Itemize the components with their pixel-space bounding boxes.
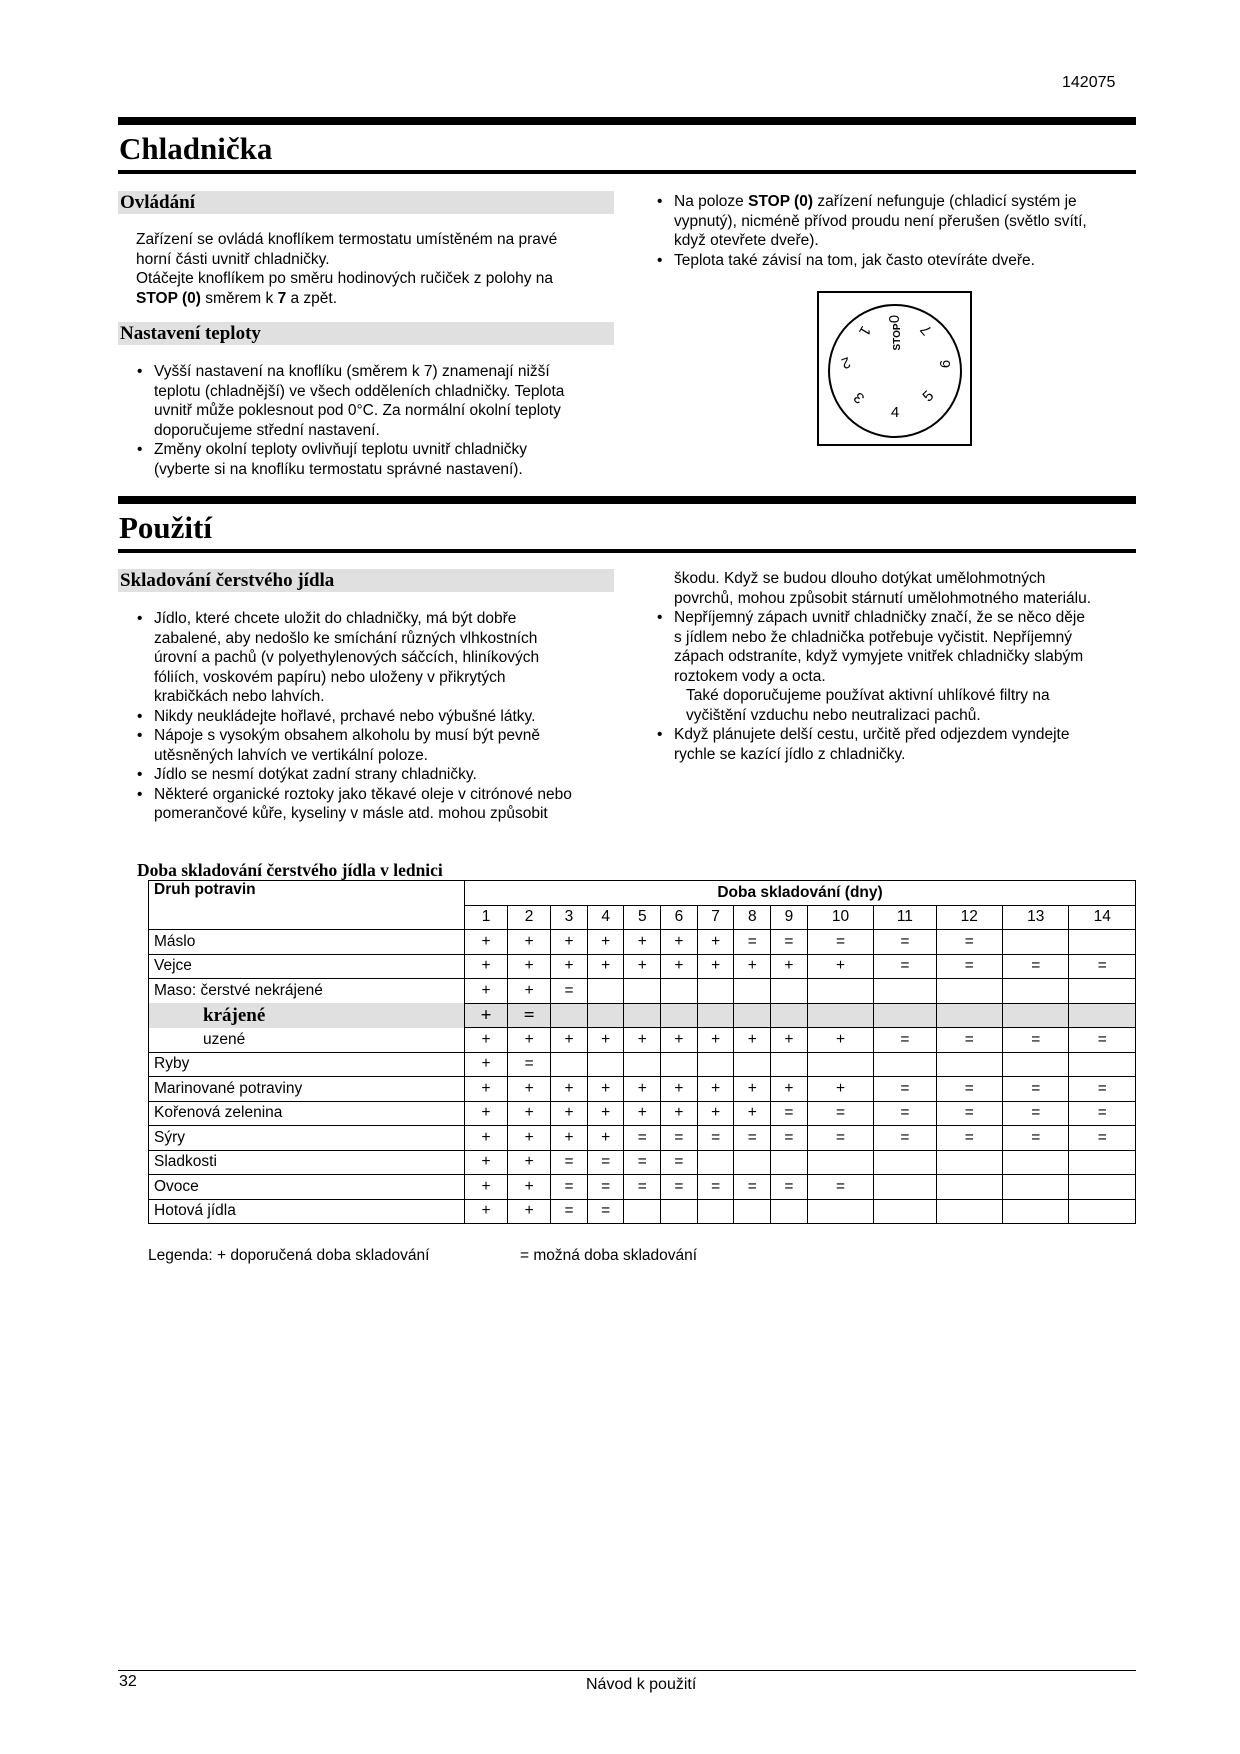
table-cell	[1069, 1052, 1136, 1077]
table-cell	[661, 1003, 698, 1028]
text-line: Otáčejte knoflíkem po směru hodinových ručiček z polohy na	[136, 270, 553, 287]
table-cell: +	[551, 1077, 588, 1102]
page-number: 32	[119, 1673, 137, 1690]
table-cell: +	[771, 954, 808, 979]
continued-text	[656, 569, 1136, 608]
text-line: škodu. Když se budou dlouho dotýkat umělohmotných	[674, 570, 1046, 587]
table-cell: +	[624, 1077, 661, 1102]
table-cell	[807, 1052, 873, 1077]
table-cell: +	[807, 1028, 873, 1053]
text-line	[674, 192, 1136, 212]
dial-number-1: 1	[855, 322, 875, 339]
table-cell: =	[1069, 1028, 1136, 1053]
list-item	[136, 440, 614, 479]
table-cell: =	[624, 1126, 661, 1151]
text-line: utěsněných lahvích ve vertikální poloze.	[154, 746, 428, 764]
table-cell: +	[508, 1028, 551, 1053]
table-cell	[587, 1052, 624, 1077]
row-label: Ovoce	[149, 1175, 465, 1200]
day-header-cell: 11	[874, 905, 936, 930]
table-cell: =	[874, 954, 936, 979]
text-line: s jídlem nebo že chladnička potřebuje vyčistit. Nepříjemný	[674, 628, 1073, 646]
table-cell: =	[807, 1175, 873, 1200]
day-header-cell: 2	[508, 905, 551, 930]
table-cell: =	[771, 1175, 808, 1200]
text-line: fóliích, voskovém papíru) nebo uloženy v přikrytých	[154, 668, 506, 686]
table-cell: +	[551, 954, 588, 979]
table-cell: +	[734, 954, 771, 979]
table-cell	[624, 1199, 661, 1224]
table-cell: =	[587, 1175, 624, 1200]
row-label: Marinované potraviny	[149, 1077, 465, 1102]
table-cell: +	[697, 930, 734, 955]
table-cell: +	[551, 1101, 588, 1126]
table-cell	[874, 1199, 936, 1224]
footer-rule	[118, 1670, 1136, 1671]
table-cell: =	[697, 1175, 734, 1200]
table-cell: =	[508, 1052, 551, 1077]
list-item	[656, 725, 1136, 764]
day-header-cell: 5	[624, 905, 661, 930]
table-cell: +	[587, 1126, 624, 1151]
table-row	[149, 1101, 1136, 1126]
list-item	[136, 785, 614, 824]
text-line: rychle se kazící jídlo z chladničky.	[674, 745, 906, 763]
table-cell: +	[587, 930, 624, 955]
table-cell: +	[587, 1028, 624, 1053]
table-cell	[874, 1175, 936, 1200]
table-cell: +	[661, 1101, 698, 1126]
table-cell: +	[624, 1101, 661, 1126]
day-header-cell: 14	[1069, 905, 1136, 930]
storage-table-body	[149, 881, 1136, 1224]
table-cell: =	[624, 1150, 661, 1175]
pouziti-right-list	[656, 608, 1136, 764]
table-row	[149, 930, 1136, 955]
table-cell: +	[661, 954, 698, 979]
list-item	[136, 726, 614, 765]
row-label: Vejce	[149, 954, 465, 979]
text-line: roztokem vody a octa.	[674, 667, 826, 685]
table-cell: =	[936, 1028, 1002, 1053]
table-cell: =	[661, 1150, 698, 1175]
subheading-nastaveni-teploty: Nastavení teploty	[118, 322, 614, 345]
table-title: Doba skladování čerstvého jídla v lednici	[137, 860, 443, 880]
table-cell: =	[1002, 954, 1068, 979]
table-cell	[874, 1150, 936, 1175]
table-cell: +	[624, 1028, 661, 1053]
table-cell: =	[771, 930, 808, 955]
row-label: Sýry	[149, 1126, 465, 1151]
table-cell: +	[465, 979, 508, 1004]
table-cell: +	[587, 1077, 624, 1102]
row-label: Ryby	[149, 1052, 465, 1077]
table-cell: +	[587, 954, 624, 979]
text-line: zabalené, aby nedošlo ke smíchání různých vlhkostních	[154, 629, 538, 647]
table-cell: +	[807, 1077, 873, 1102]
section-rule-bottom	[118, 549, 1136, 553]
table-cell: =	[1069, 1101, 1136, 1126]
table-cell	[587, 979, 624, 1004]
text-line: • Když plánujete delší cestu, určitě před odjezdem vyndejte	[674, 726, 1070, 743]
dial-number-5: 5	[919, 387, 938, 406]
table-cell: +	[661, 930, 698, 955]
text-line: (vyberte si na knoflíku termostatu správné nastavení).	[154, 460, 523, 478]
table-cell	[1002, 1003, 1068, 1028]
table-cell: =	[1002, 1077, 1068, 1102]
row-label: Kořenová zelenina	[149, 1101, 465, 1126]
table-cell	[697, 1052, 734, 1077]
section-title-chladnicka: Chladnička	[119, 131, 273, 166]
table-cell	[807, 1150, 873, 1175]
table-cell: =	[874, 1077, 936, 1102]
table-cell: =	[661, 1175, 698, 1200]
day-header-cell: 9	[771, 905, 808, 930]
table-cell	[771, 1199, 808, 1224]
table-cell: =	[1002, 1126, 1068, 1151]
table-row	[149, 954, 1136, 979]
table-cell: +	[624, 930, 661, 955]
section-rule-top	[118, 117, 1136, 125]
table-cell	[874, 979, 936, 1004]
day-header-cell: 12	[936, 905, 1002, 930]
table-cell: =	[936, 954, 1002, 979]
table-cell: =	[1069, 1126, 1136, 1151]
chladnicka-right-list	[656, 192, 1136, 270]
text-line: teplotu (chladnější) ve všech odděleních chladničky. Teplota	[154, 382, 565, 400]
subheading-ovladani: Ovládání	[118, 191, 614, 214]
table-cell: +	[508, 1199, 551, 1224]
ovladani-text	[136, 230, 614, 308]
dial-number-4: 4	[890, 404, 900, 421]
table-cell: =	[1069, 1077, 1136, 1102]
table-cell: +	[465, 1028, 508, 1053]
table-cell	[1002, 1052, 1068, 1077]
table-cell: =	[697, 1126, 734, 1151]
table-cell: +	[734, 1028, 771, 1053]
table-cell: +	[465, 930, 508, 955]
table-cell	[1002, 979, 1068, 1004]
table-cell	[697, 1199, 734, 1224]
table-cell: =	[807, 1126, 873, 1151]
list-item	[136, 362, 614, 440]
table-row	[149, 1077, 1136, 1102]
dial-number-3: 3	[850, 388, 868, 407]
list-item	[136, 707, 614, 727]
storage-table	[148, 880, 1136, 1224]
table-cell	[734, 1003, 771, 1028]
table-cell	[1069, 930, 1136, 955]
table-cell	[697, 1150, 734, 1175]
table-cell	[1069, 1199, 1136, 1224]
table-cell: =	[551, 1199, 588, 1224]
legend-equal: = možná doba skladování	[520, 1247, 698, 1264]
text-line: úrovní a pachů (v polyethylenových sáčcích, hliníkových	[154, 649, 540, 666]
table-cell: =	[587, 1150, 624, 1175]
table-cell: =	[734, 1126, 771, 1151]
table-cell	[624, 1052, 661, 1077]
row-label: krájené	[149, 1003, 465, 1028]
text-line: povrchů, mohou způsobit stárnutí umělohmotného materiálu.	[674, 589, 1092, 607]
text-line: • Změny okolní teploty ovlivňují teplotu uvnitř chladničky	[154, 441, 528, 458]
text-span: směrem k	[200, 289, 278, 307]
document-number: 142075	[1062, 74, 1116, 91]
table-cell	[771, 979, 808, 1004]
table-cell: +	[508, 1126, 551, 1151]
day-header-cell: 4	[587, 905, 624, 930]
table-cell: +	[465, 954, 508, 979]
table-cell: +	[508, 1077, 551, 1102]
day-header-cell: 7	[697, 905, 734, 930]
table-row	[149, 1003, 1136, 1028]
nastaveni-list	[136, 362, 614, 479]
table-cell	[697, 979, 734, 1004]
day-header-cell: 13	[1002, 905, 1068, 930]
table-cell: =	[587, 1199, 624, 1224]
text-line: když otevřete dveře).	[674, 232, 819, 249]
skladovani-list	[136, 609, 614, 824]
table-cell	[1002, 1150, 1068, 1175]
table-cell: +	[508, 979, 551, 1004]
text-span: Na poloze	[674, 193, 749, 210]
table-cell: =	[661, 1126, 698, 1151]
table-cell: =	[1002, 1101, 1068, 1126]
table-cell: =	[734, 930, 771, 955]
table-cell	[936, 1003, 1002, 1028]
table-cell: =	[936, 1101, 1002, 1126]
table-cell: +	[771, 1028, 808, 1053]
text-line: vypnutý), nicméně přívod proudu není přerušen (světlo svítí,	[674, 212, 1087, 230]
table-cell: +	[771, 1077, 808, 1102]
table-cell: +	[465, 1175, 508, 1200]
table-cell: =	[874, 1126, 936, 1151]
table-cell: =	[1002, 1028, 1068, 1053]
bold-text: STOP (0)	[136, 289, 201, 307]
table-cell: =	[807, 930, 873, 955]
table-row	[149, 1175, 1136, 1200]
text-line: Zařízení se ovládá knoflíkem termostatu umístěném na pravé	[136, 231, 558, 248]
dial-number-6: 6	[937, 359, 954, 369]
day-header-cell: 8	[734, 905, 771, 930]
text-line: pomerančové kůře, kyseliny v másle atd. mohou způsobit	[154, 805, 548, 822]
text-line: uvnitř může poklesnout pod 0°C. Za normální okolní teploty	[154, 402, 561, 419]
dial-zero: 0	[885, 314, 902, 324]
row-label: Máslo	[149, 930, 465, 955]
table-cell	[661, 1199, 698, 1224]
table-cell	[734, 979, 771, 1004]
row-label: Maso: čerstvé nekrájené	[149, 979, 465, 1004]
table-cell	[807, 1199, 873, 1224]
table-cell	[1069, 979, 1136, 1004]
table-cell	[807, 979, 873, 1004]
text-line: • Teplota také závisí na tom, jak často otevíráte dveře.	[674, 251, 1035, 269]
thermostat-dial-figure	[817, 291, 972, 446]
table-cell	[624, 1003, 661, 1028]
table-cell	[874, 1003, 936, 1028]
table-cell: =	[551, 979, 588, 1004]
table-cell: +	[465, 1126, 508, 1151]
text-line: Také doporučujeme používat aktivní uhlíkové filtry na	[686, 687, 1050, 704]
text-line	[136, 289, 614, 309]
table-cell: +	[661, 1077, 698, 1102]
section-rule-bottom	[118, 170, 1136, 174]
table-cell: +	[807, 954, 873, 979]
table-cell	[936, 1175, 1002, 1200]
table-cell	[1002, 930, 1068, 955]
table-cell: +	[465, 1003, 508, 1028]
dial-number-2: 2	[839, 353, 853, 372]
table-cell: +	[465, 1150, 508, 1175]
table-cell: +	[551, 930, 588, 955]
table-cell	[1069, 1003, 1136, 1028]
table-cell: +	[587, 1101, 624, 1126]
table-cell	[697, 1003, 734, 1028]
row-label: Sladkosti	[149, 1150, 465, 1175]
table-row	[149, 1150, 1136, 1175]
table-cell: +	[551, 1126, 588, 1151]
text-line: • Některé organické roztoky jako těkavé oleje v citrónové nebo	[154, 785, 572, 803]
text-line: doporučujeme střední nastavení.	[154, 421, 380, 439]
day-header-cell: 3	[551, 905, 588, 930]
table-cell: =	[1069, 954, 1136, 979]
table-cell	[936, 979, 1002, 1004]
dial-stop-label: STOP	[892, 323, 903, 351]
table-cell: =	[551, 1150, 588, 1175]
table-cell: +	[465, 1077, 508, 1102]
table-cell	[807, 1003, 873, 1028]
table-cell	[734, 1150, 771, 1175]
text-line: • Nepříjemný zápach uvnitř chladničky značí, že se něco děje	[674, 609, 1085, 626]
table-cell: +	[508, 1150, 551, 1175]
table-cell: =	[936, 1126, 1002, 1151]
table-cell: +	[465, 1052, 508, 1077]
section-rule-top	[118, 496, 1136, 504]
row-label: uzené	[149, 1028, 465, 1053]
table-cell: =	[936, 930, 1002, 955]
header-druh-potravin: Druh potravin	[149, 881, 465, 930]
text-line: vyčištění vzduchu nebo neutralizaci pachů.	[686, 706, 981, 724]
subheading-skladovani: Skladování čerstvého jídla	[118, 569, 614, 592]
text-span: zařízení nefunguje (chladicí systém je	[813, 193, 1077, 210]
text-line: • Nikdy neukládejte hořlavé, prchavé nebo výbušné látky.	[154, 707, 536, 725]
table-header-row	[149, 881, 1136, 906]
text-line: zápach odstraníte, když vymyjete vnitřek chladničky slabým	[674, 648, 1084, 665]
table-cell: =	[551, 1175, 588, 1200]
table-cell: +	[624, 954, 661, 979]
table-cell	[661, 1052, 698, 1077]
text-line: • Nápoje s vysokým obsahem alkoholu by musí být pevně	[154, 727, 540, 744]
list-item	[656, 251, 1136, 271]
pouziti-right-column	[656, 569, 1136, 764]
day-header-cell: 1	[465, 905, 508, 930]
table-cell	[771, 1150, 808, 1175]
table-cell	[936, 1150, 1002, 1175]
table-cell: +	[661, 1028, 698, 1053]
table-cell	[551, 1052, 588, 1077]
text-line: • Jídlo se nesmí dotýkat zadní strany chladničky.	[154, 766, 477, 783]
table-cell	[1069, 1150, 1136, 1175]
legend-plus: Legenda: + doporučená doba skladování	[148, 1247, 430, 1264]
table-cell	[624, 979, 661, 1004]
table-cell: +	[508, 1175, 551, 1200]
table-cell: =	[874, 930, 936, 955]
table-cell: +	[508, 1101, 551, 1126]
section-title-pouziti: Použití	[119, 510, 212, 545]
table-cell	[734, 1199, 771, 1224]
list-item	[656, 192, 1136, 251]
table-cell: +	[697, 1077, 734, 1102]
table-row	[149, 1052, 1136, 1077]
table-cell: +	[508, 930, 551, 955]
bold-text: 7	[277, 289, 287, 307]
table-cell	[936, 1199, 1002, 1224]
table-cell	[936, 1052, 1002, 1077]
text-line: krabičkách nebo lahvích.	[154, 688, 325, 705]
table-cell: =	[807, 1101, 873, 1126]
table-cell	[551, 1003, 588, 1028]
table-cell	[734, 1052, 771, 1077]
table-row	[149, 1028, 1136, 1053]
day-header-cell: 6	[661, 905, 698, 930]
table-cell: =	[874, 1101, 936, 1126]
text-line: horní části uvnitř chladničky.	[136, 250, 330, 268]
table-cell	[874, 1052, 936, 1077]
text-span: a zpět.	[286, 289, 338, 307]
table-cell: =	[508, 1003, 551, 1028]
list-item	[136, 765, 614, 785]
table-cell: +	[551, 1028, 588, 1053]
table-row	[149, 1199, 1136, 1224]
table-cell: +	[697, 1101, 734, 1126]
table-cell	[771, 1003, 808, 1028]
table-row	[149, 979, 1136, 1004]
table-cell: =	[771, 1126, 808, 1151]
header-doba-skladovani: Doba skladování (dny)	[465, 881, 1136, 906]
table-cell: +	[508, 954, 551, 979]
table-cell: +	[465, 1199, 508, 1224]
table-cell: +	[734, 1077, 771, 1102]
footer-title: Návod k použití	[586, 1676, 697, 1693]
table-cell: +	[697, 954, 734, 979]
text-line: • Vyšší nastavení na knoflíku (směrem k 7) znamenají nižší	[154, 363, 550, 380]
list-item	[656, 608, 1136, 725]
thermostat-dial-icon	[819, 293, 970, 444]
table-cell: =	[734, 1175, 771, 1200]
table-cell	[587, 1003, 624, 1028]
table-cell: +	[734, 1101, 771, 1126]
text-line: • Jídlo, které chcete uložit do chladničky, má být dobře	[154, 610, 517, 627]
row-label: Hotová jídla	[149, 1199, 465, 1224]
list-item	[136, 609, 614, 707]
table-cell	[771, 1052, 808, 1077]
dial-number-7: 7	[917, 321, 936, 339]
table-cell	[1069, 1175, 1136, 1200]
table-cell: =	[771, 1101, 808, 1126]
table-cell: =	[624, 1175, 661, 1200]
day-header-cell: 10	[807, 905, 873, 930]
table-cell	[661, 979, 698, 1004]
table-row	[149, 1126, 1136, 1151]
table-cell: =	[936, 1077, 1002, 1102]
bold-text: STOP (0)	[748, 193, 814, 210]
table-cell	[1002, 1175, 1068, 1200]
table-cell: +	[697, 1028, 734, 1053]
table-cell	[1002, 1199, 1068, 1224]
table-cell: =	[874, 1028, 936, 1053]
table-cell: +	[465, 1101, 508, 1126]
